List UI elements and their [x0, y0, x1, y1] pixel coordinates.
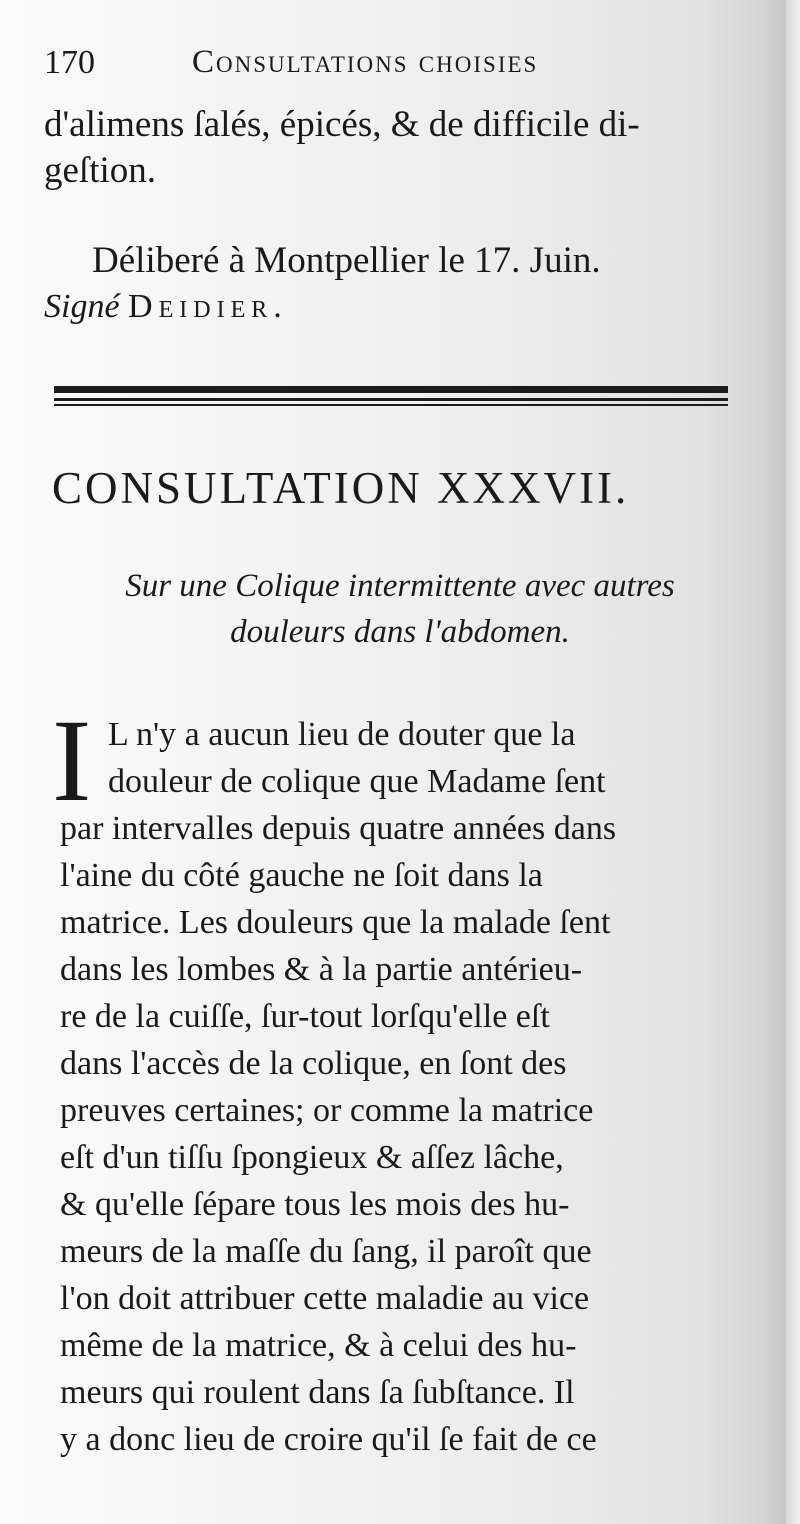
signature-line — [44, 288, 288, 326]
signed-label: Signé — [44, 288, 120, 325]
continued-text-line: geſtion. — [44, 150, 157, 191]
deliberation-line: Déliberé à Montpellier le 17. Juin. — [92, 240, 601, 281]
continued-text-line: d'alimens ſalés, épicés, & de difficile di- — [44, 104, 640, 145]
body-line: l'on doit attribuer cette maladie au vice — [60, 1280, 590, 1317]
page-header — [44, 44, 744, 94]
section-divider-rule — [54, 404, 728, 406]
body-line: matrice. Les douleurs que la malade ſent — [60, 904, 611, 941]
body-line: re de la cuiſſe, ſur-tout lorſqu'elle eſt — [60, 998, 550, 1035]
body-line: L n'y a aucun lieu de douter que la — [108, 716, 576, 753]
consultation-heading: CONSULTATION XXXVII. — [52, 463, 630, 513]
running-head: Consultations choisies — [192, 44, 539, 80]
section-divider-rule — [54, 398, 728, 401]
signed-name: Deidier. — [128, 288, 288, 325]
body-line: meurs de la maſſe du ſang, il paroît que — [60, 1233, 592, 1270]
consultation-subtitle-line: douleurs dans l'abdomen. — [230, 614, 570, 650]
body-line: eſt d'un tiſſu ſpongieux & aſſez lâche, — [60, 1139, 564, 1176]
body-line: dans l'accès de la colique, en ſont des — [60, 1045, 567, 1082]
body-line: y a donc lieu de croire qu'il ſe fait de ce — [60, 1421, 597, 1458]
consultation-subtitle-line: Sur une Colique intermittente avec autres — [125, 568, 675, 604]
body-line: meurs qui roulent dans ſa ſubſtance. Il — [60, 1374, 575, 1411]
body-line: l'aine du côté gauche ne ſoit dans la — [60, 857, 543, 894]
body-line: dans les lombes & à la partie antérieu- — [60, 951, 583, 988]
body-line: douleur de colique que Madame ſent — [108, 763, 606, 800]
section-divider-rule — [54, 386, 728, 393]
body-line: même de la matrice, & à celui des hu- — [60, 1327, 577, 1364]
drop-cap: I — [52, 695, 92, 826]
page-edge-shadow — [786, 0, 800, 1524]
body-line: preuves certaines; or comme la matrice — [60, 1092, 594, 1129]
page-number: 170 — [44, 44, 95, 81]
body-line: par intervalles depuis quatre années dans — [60, 810, 617, 847]
body-line: & qu'elle ſépare tous les mois des hu- — [60, 1186, 570, 1223]
